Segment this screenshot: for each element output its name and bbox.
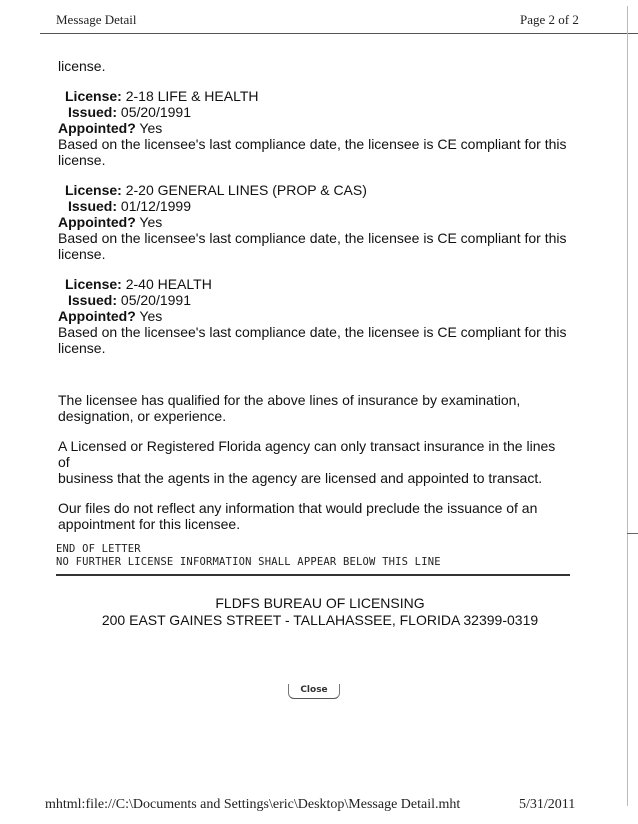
issued-value: 05/20/1991 (120, 292, 191, 308)
agency-paragraph (58, 438, 558, 486)
appointed-label: Appointed? (58, 214, 136, 230)
intro-tail: license. (58, 58, 106, 74)
issued-label: Issued: (68, 198, 118, 214)
license-block-2 (58, 182, 567, 262)
appointed-label: Appointed? (58, 308, 136, 324)
issued-value: 01/12/1999 (120, 198, 191, 214)
end-of-letter: END OF LETTER (56, 543, 141, 555)
paragraph-line: The licensee has qualified for the above lines of insurance by examination, (58, 392, 521, 408)
license-label: License: (65, 88, 122, 104)
compliance-line-end: license. (58, 340, 106, 356)
appointed-label: Appointed? (58, 120, 136, 136)
bureau-name: FLDFS BUREAU OF LICENSING (215, 595, 425, 611)
compliance-line-end: license. (58, 152, 106, 168)
footer-file-path: mhtml:file://C:\Documents and Settings\eric\Desktop\Message Detail.mht (45, 797, 461, 812)
appointed-value: Yes (139, 120, 163, 136)
issued-label: Issued: (68, 292, 118, 308)
issued-value: 05/20/1991 (120, 104, 191, 120)
license-block-1 (58, 88, 567, 168)
no-further-info-notice: NO FURTHER LICENSE INFORMATION SHALL APPEAR BELOW THIS LINE (56, 556, 441, 568)
license-block-3 (58, 276, 567, 356)
license-label: License: (65, 276, 122, 292)
compliance-line: Based on the licensee's last compliance date, the licensee is CE compliant for this (58, 136, 567, 152)
close-button[interactable]: Close (288, 684, 340, 699)
compliance-line: Based on the licensee's last compliance date, the licensee is CE compliant for this (58, 230, 567, 246)
preclusion-paragraph (58, 500, 558, 532)
page-header-title: Message Detail (56, 12, 137, 27)
appointed-value: Yes (139, 214, 163, 230)
paragraph-line: designation, or experience. (58, 408, 227, 424)
right-margin-tick (627, 533, 638, 534)
page-number: Page 2 of 2 (520, 12, 579, 27)
license-value: 2-40 HEALTH (125, 276, 212, 292)
license-value: 2-20 GENERAL LINES (PROP & CAS) (125, 182, 367, 198)
footer-date: 5/31/2011 (519, 797, 576, 812)
paragraph-line: appointment for this licensee. (58, 516, 241, 532)
paragraph-line: business that the agents in the agency are licensed and appointed to transact. (58, 470, 543, 486)
appointed-value: Yes (139, 308, 163, 324)
issued-label: Issued: (68, 104, 118, 120)
qualification-paragraph (58, 392, 558, 424)
right-margin-rule (627, 6, 628, 806)
letter-separator (56, 574, 570, 576)
paragraph-line: Our files do not reflect any information that would preclude the issuance of an (58, 500, 538, 516)
paragraph-line: A Licensed or Registered Florida agency can only transact insurance in the lines of (58, 438, 556, 470)
license-value: 2-18 LIFE & HEALTH (125, 88, 259, 104)
letter-body (58, 58, 567, 532)
compliance-line-end: license. (58, 246, 106, 262)
compliance-line: Based on the licensee's last compliance date, the licensee is CE compliant for this (58, 324, 567, 340)
bureau-address: 200 EAST GAINES STREET - TALLAHASSEE, FLORIDA 32399-0319 (101, 612, 539, 628)
header-divider (40, 33, 638, 34)
license-label: License: (65, 182, 122, 198)
